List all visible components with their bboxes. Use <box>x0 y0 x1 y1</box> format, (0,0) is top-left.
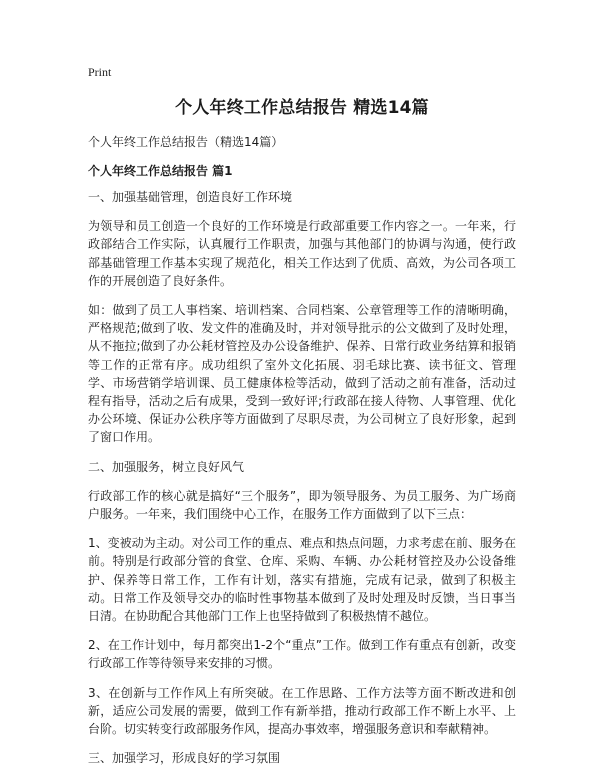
document-subtitle: 个人年终工作总结报告（精选14篇） <box>88 135 284 149</box>
paragraph: 为领导和员工创造一个良好的工作环境是行政部重要工作内容之一。一年来，行政部结合工作实际，认真履行工作职责，加强与其他部门的协调与沟通，使行政部基础管理工作基本实现了规范化，相关工作达到了优质、高效，为公司各项工作的开展创造了良好条件。 <box>88 219 516 288</box>
document-page <box>88 64 516 778</box>
heading-two: 二、加强服务，树立良好风气 <box>88 459 245 474</box>
paragraph: 行政部工作的核心就是搞好“三个服务”，即为领导服务、为员工服务、为广场商户服务。一年来，我们围绕中心工作，在服务工作方面做到了以下三点： <box>88 488 516 522</box>
document-title: 个人年终工作总结报告 精选14篇 <box>175 98 429 118</box>
section-heading: 个人年终工作总结报告 篇1 <box>88 164 233 178</box>
paragraph: 3、在创新与工作作风上有所突破。在工作思路、工作方法等方面不断改进和创新，适应公司发展的需要，做到工作有新举措，推动行政部工作不断上水平、上台阶。切实转变行政部服务作风，提高办事效率，增强服务意识和奉献精神。 <box>88 685 516 737</box>
heading-one: 一、加强基础管理，创造良好工作环境 <box>88 190 293 204</box>
heading-three: 三、加强学习，形成良好的学习氛围 <box>88 751 281 766</box>
paragraph: 1、变被动为主动。对公司工作的重点、难点和热点问题，力求考虑在前、服务在前。特别是行政部分管的食堂、仓库、采购、车辆、办公耗材管控及办公设备维护、保养等日常工作，工作有计划，落实有措施，完成有记录，做到了积极主动。日常工作及领导交办的临时性事物基本做到了及时处理及时反馈，当日事当日清。在协助配合其他部门工作上也坚持做到了积极热情不越位。 <box>88 536 516 624</box>
paragraph: 2、在工作计划中，每月都突出1-2个“重点”工作。做到工作有重点有创新，改变行政部工作等待领导来安排的习惯。 <box>88 638 516 671</box>
print-link[interactable]: Print <box>88 65 112 79</box>
paragraph: 如：做到了员工人事档案、培训档案、合同档案、公章管理等工作的清晰明确，严格规范;做到了收、发文件的准确及时，并对领导批示的公文做到了及时处理，从不拖拉;做到了办公耗材管控及办公设备维护、保养、日常行政业务结算和报销等工作的正常有序。成功组织了室外文化拓展、羽毛球比赛、读书征文、管理学、市场营销学培训课、员工健康体检等活动，做到了活动之前有准备，活动过程有指导，活动之后有成果，受到一致好评;行政部在接人待物、人事管理、优化办公环境、保证办公秩序等方面做到了尽职尽责，为公司树立了良好形象，起到了窗口作用。 <box>88 303 516 445</box>
